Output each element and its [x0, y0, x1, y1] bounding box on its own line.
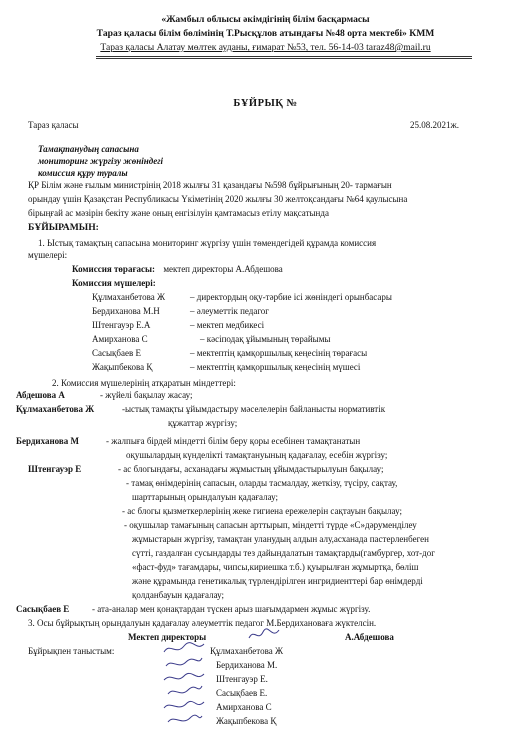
member-role: – мектептің қамқоршылық кеңесінің мүшесі	[190, 362, 361, 372]
duty-text: - жалпыға бірдей міндетті білім беру қоры есебінен тамақтанатын	[106, 436, 361, 446]
item1-line-1: 1. Ыстық тамақтың сапасына мониторинг жүргізу үшін төмендегідей құрамда комиссия	[38, 238, 377, 248]
order-city: Тараз қаласы	[28, 120, 79, 130]
duty-text: - жүйелі бақылау жасау;	[100, 390, 193, 400]
member-role: – кәсіподақ ұйымының төрайымы	[200, 334, 331, 344]
director-signature	[246, 626, 282, 644]
duty-text: оқушылардың күнделікті тамақтануының қадағалау, есебін жүргізу;	[126, 450, 388, 460]
member-name: Штенгауэр Е.А	[92, 320, 151, 330]
item2: 2. Комиссия мүшелерінің атқаратын міндеттері:	[52, 378, 236, 388]
member-name: Құлмаханбетова Ж	[92, 292, 166, 302]
member-name: Амирханова С	[92, 334, 148, 344]
director-label: Мектеп директоры	[128, 632, 207, 642]
order-heading: БҰЙЫРАМЫН:	[28, 222, 99, 233]
duty-name: Сасықбаев Е	[16, 604, 70, 614]
member-role: – мектептің қамқоршылық кеңесінің төрағасы	[190, 348, 368, 358]
acquainted-name: Сасықбаев Е.	[216, 688, 268, 698]
duty-text: - ата-аналар мен қонақтардан түскен арыз шағымдармен жұмыс жүргізу.	[92, 604, 371, 614]
duty-text: «фаст-фуд» тағамдары, чипсы,кириешка т.б.) қуырылған жұмыртқа, бөліш	[132, 562, 419, 572]
duty-name: Абдешова А	[16, 390, 65, 400]
duty-text: - тамақ өнімдерінің сапасын, оларды тасмалдау, жеткізу, түсіру, сақтау,	[126, 478, 398, 488]
duty-name: Бердиханова М	[16, 436, 80, 446]
duty-text: құжаттар жүргізу;	[168, 418, 238, 428]
preamble-line-2: орындау үшін Қазақстан Республикасы Үкіметінің 2020 жылғы 30 желтоқсандағы №64 қаулысына	[28, 194, 408, 204]
duty-text: және құрамында генетикалық түрлендірілген ингридиенттері бар өнімдерді	[132, 576, 423, 586]
subject-line-1: Тамақтанудың сапасына	[38, 144, 139, 154]
acquainted-label: Бұйрықпен таныстым:	[28, 646, 115, 656]
duty-name: Құлмаханбетова Ж	[16, 404, 95, 414]
chair-label: Комиссия төрағасы:	[72, 264, 156, 274]
acquainted-name: Штенгауэр Е.	[216, 674, 268, 684]
staff-signatures	[160, 640, 208, 730]
subject-line-2: мониторинг жүргізу жөніндегі	[38, 156, 164, 166]
header-line-2: Тараз қаласы білім бөлімінің Т.Рысқұлов атындағы №48 орта мектебі» КММ	[96, 28, 435, 39]
order-title: БҰЙРЫҚ №	[233, 98, 298, 109]
duty-text: - ас блогы қызметкерлерінің жеке гигиена ережелерін сақтауын бақылау;	[122, 506, 402, 516]
member-role: – директордың оқу-тәрбие ісі жөніндегі орынбасары	[190, 292, 392, 302]
member-role: – әлеуметтік педагог	[190, 306, 269, 316]
header-rule	[96, 56, 472, 57]
duty-text: - ас блогындағы, асханадағы жұмыстың ұйымдастырылуын бақылау;	[118, 464, 384, 474]
order-date: 25.08.2021ж.	[410, 120, 459, 130]
acquainted-name: Амирханова С	[216, 702, 272, 712]
acquainted-name: Құлмаханбетова Ж	[210, 646, 284, 656]
header-address: Тараз қаласы Алатау мөлтек ауданы, ғимарат №53, тел. 56-14-03 taraz48@mail.ru	[100, 42, 431, 53]
duty-text: сүтті, газдалған сусындарды тез дайындалатын тамақтарды(гамбургер, хот-дог	[132, 548, 435, 558]
duty-text: қолданбауын қадағалау;	[132, 590, 224, 600]
subject-line-3: комиссия құру туралы	[38, 168, 128, 178]
duty-text: жұмыстарын жүргізу, тамақтан уланудың алдын алу,асханада пастерленбеген	[132, 534, 429, 544]
header-line-1: «Жамбыл облысы әкімдігінің білім басқармасы	[161, 14, 370, 25]
acquainted-name: Бердиханова М.	[216, 660, 278, 670]
acquainted-name: Жақыпбекова Қ	[216, 716, 277, 726]
chair-value: мектеп директоры А.Абдешова	[163, 264, 283, 274]
preamble-line-1: ҚР Білім және ғылым министрінің 2018 жылғы 31 қазандағы №598 бұйрығының 20- тармағын	[28, 180, 392, 190]
member-name: Жақыпбекова Қ	[92, 362, 153, 372]
item3: 3. Осы бұйрықтың орындалуын қадағалау әлеуметтік педагог М.Бердихановаға жүктелсін.	[28, 618, 377, 628]
chair-row	[72, 264, 283, 274]
item1-line-2: мүшелері:	[28, 250, 68, 260]
member-name: Сасықбаев Е	[92, 348, 141, 358]
header-rule-2	[96, 58, 472, 59]
director-name: А.Абдешова	[345, 632, 394, 642]
duty-text: -ыстық тамақты ұйымдастыру мәселелерін байланысты нормативтік	[122, 404, 386, 414]
member-name: Бердиханова М.Н	[92, 306, 160, 316]
duty-name: Штенгауэр Е	[28, 464, 82, 474]
duty-text: шарттарының орындалуын қадағалау;	[132, 492, 278, 502]
preamble-line-3: бірыңғай ас мәзірін бекіту және оның енгізілуін қамтамасыз етілу мақсатында	[28, 208, 329, 218]
members-label: Комиссия мүшелері:	[72, 278, 156, 288]
member-role: – мектеп медбикесі	[190, 320, 265, 330]
duty-text: - оқушылар тамағының сапасын арттырып, міндетті түрде «С»дәруменділеу	[124, 520, 417, 530]
